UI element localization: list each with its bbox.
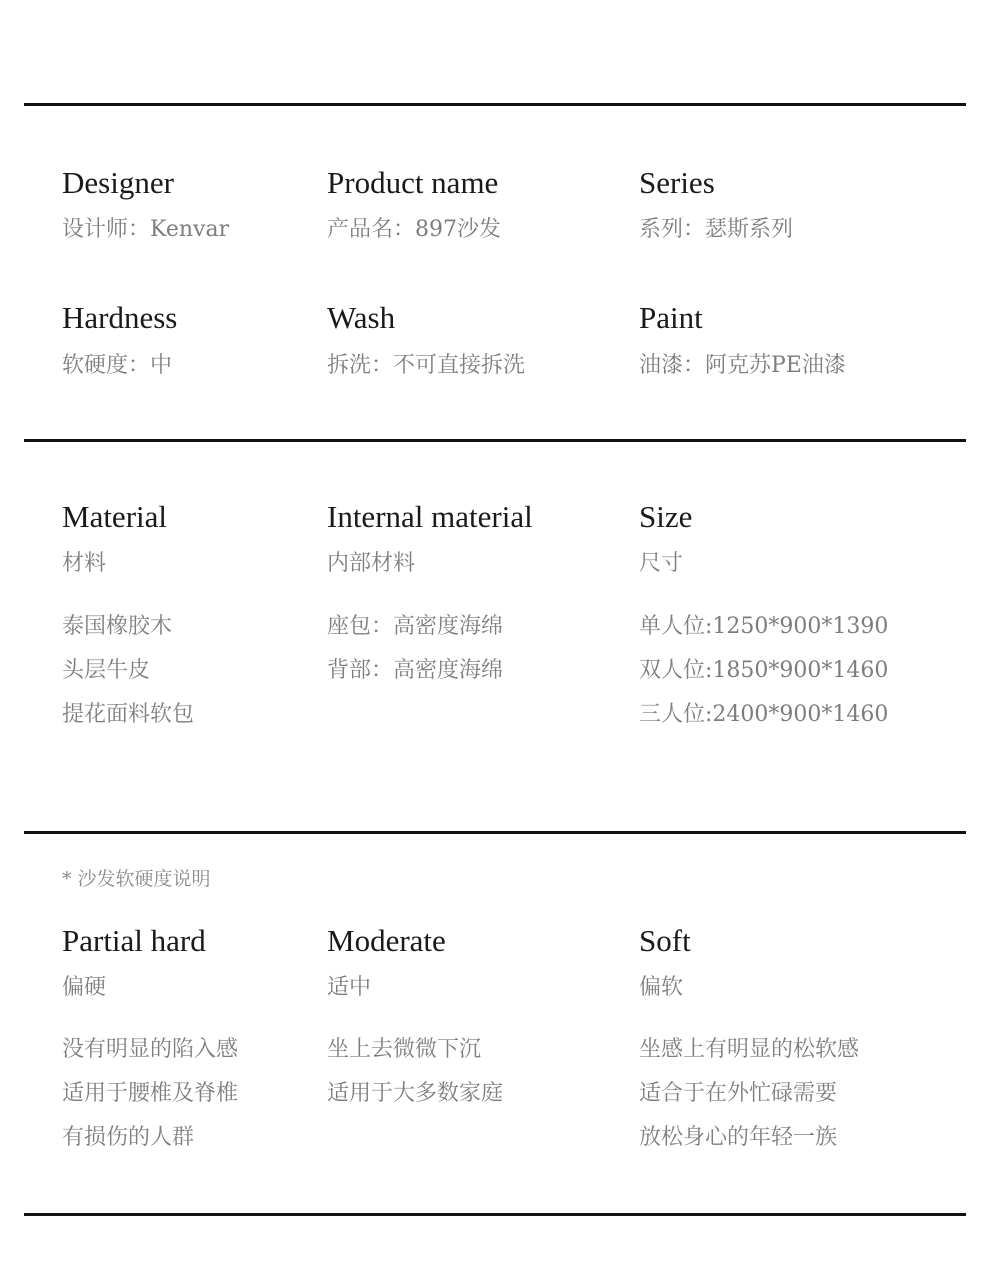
list-item: 有损伤的人群	[62, 1125, 195, 1150]
hardness-lines	[327, 1028, 503, 1116]
spec-title: Product name	[327, 165, 499, 200]
spec-value: 设计师：Kenvar	[62, 217, 230, 242]
list-item: 双人位:1850*900*1460	[639, 658, 889, 683]
spec-title: Designer	[62, 165, 174, 200]
size-title: Size	[639, 499, 693, 534]
list-item: 坐上去微微下沉	[327, 1037, 482, 1062]
spec-title: Wash	[327, 300, 396, 335]
hardness-note: * 沙发软硬度说明	[62, 868, 211, 890]
internal-material-lines	[327, 605, 503, 693]
list-item: 适用于腰椎及脊椎	[62, 1081, 239, 1106]
list-item: 单人位:1250*900*1390	[639, 614, 889, 639]
hardness-subtitle: 偏硬	[62, 975, 107, 1000]
spec-value: 产品名：897沙发	[327, 217, 501, 242]
list-item: 坐感上有明显的松软感	[639, 1037, 860, 1062]
size-subtitle: 尺寸	[639, 551, 684, 576]
spec-value: 软硬度：中	[62, 353, 173, 378]
internal-material-title: Internal material	[327, 499, 533, 534]
material-lines	[62, 605, 194, 737]
list-item: 没有明显的陷入感	[62, 1037, 239, 1062]
divider-top	[24, 103, 966, 106]
divider-materials-bottom	[24, 831, 966, 834]
list-item: 三人位:2400*900*1460	[639, 702, 889, 727]
size-lines	[639, 605, 888, 737]
hardness-lines	[639, 1028, 859, 1160]
hardness-title: Moderate	[327, 923, 446, 958]
hardness-title: Soft	[639, 923, 691, 958]
hardness-subtitle: 偏软	[639, 975, 684, 1000]
list-item: 提花面料软包	[62, 702, 195, 727]
list-item: 放松身心的年轻一族	[639, 1125, 838, 1150]
list-item: 适用于大多数家庭	[327, 1081, 504, 1106]
spec-value: 拆洗：不可直接拆洗	[327, 353, 526, 378]
material-title: Material	[62, 499, 168, 534]
divider-bottom	[24, 1213, 966, 1216]
hardness-subtitle: 适中	[327, 975, 372, 1000]
spec-title: Hardness	[62, 300, 178, 335]
spec-value: 系列：瑟斯系列	[639, 217, 794, 242]
internal-material-subtitle: 内部材料	[327, 551, 416, 576]
list-item: 头层牛皮	[62, 658, 151, 683]
list-item: 座包：高密度海绵	[327, 614, 504, 639]
hardness-lines	[62, 1028, 238, 1160]
list-item: 泰国橡胶木	[62, 614, 173, 639]
spec-title: Paint	[639, 300, 703, 335]
material-subtitle: 材料	[62, 551, 107, 576]
spec-title: Series	[639, 165, 715, 200]
hardness-title: Partial hard	[62, 923, 206, 958]
divider-specs-bottom	[24, 439, 966, 442]
list-item: 背部：高密度海绵	[327, 658, 504, 683]
spec-value: 油漆：阿克苏PE油漆	[639, 353, 846, 378]
list-item: 适合于在外忙碌需要	[639, 1081, 838, 1106]
